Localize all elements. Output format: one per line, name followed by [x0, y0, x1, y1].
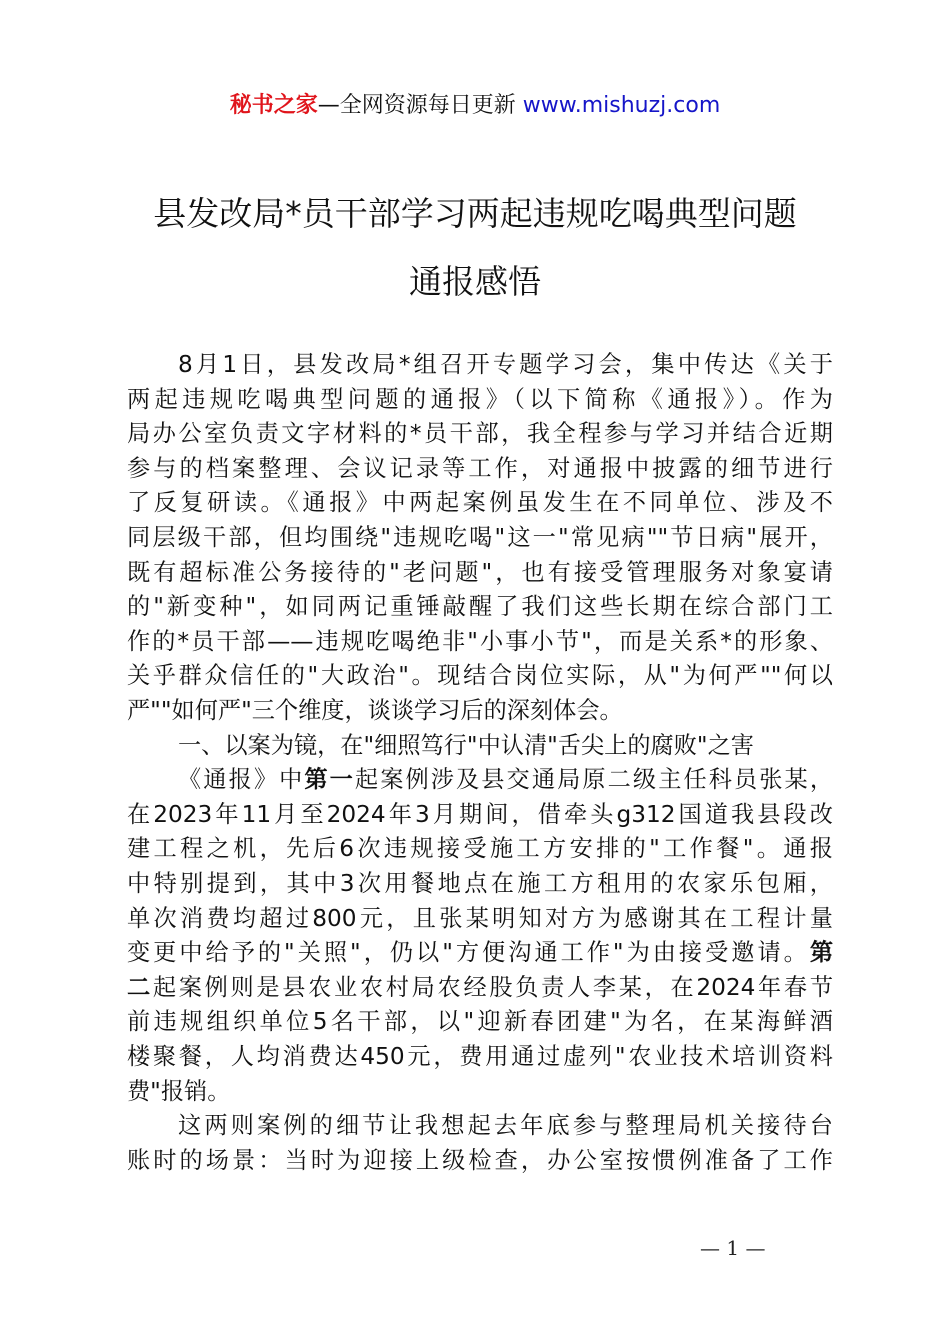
paragraph-line	[127, 627, 833, 657]
paragraph-line	[127, 1077, 833, 1107]
paragraph-line	[178, 765, 833, 795]
paragraph-line	[127, 385, 833, 415]
paragraph-line	[127, 661, 833, 691]
paragraph-line	[178, 1111, 833, 1141]
bold-text: 第	[809, 939, 833, 967]
bold-text: 二	[127, 973, 153, 1001]
text-run: 关乎群众信任的"大政治"。现结合岗位实际，从"为何严""何以	[127, 662, 833, 690]
paragraph-line	[127, 592, 833, 622]
document-title-line-2: 通报感悟	[409, 262, 541, 301]
text-run: 建工程之机，先后6次违规接受施工方安排的"工作餐"。通报	[127, 835, 833, 863]
text-run: 参与的档案整理、会议记录等工作，对通报中披露的细节进行	[127, 454, 833, 482]
text-run: 局办公室负责文字材料的*员干部，我全程参与学习并结合近期	[127, 420, 833, 448]
text-run: 这两则案例的细节让我想起去年底参与整理局机关接待台	[178, 1112, 833, 1140]
paragraph-line	[127, 938, 833, 968]
text-run: 《通报》中	[178, 766, 305, 794]
text-run: 的"新变种"，如同两记重锤敲醒了我们这些长期在综合部门工	[127, 593, 833, 621]
text-run: 一、以案为镜，在"细照笃行"中认清"舌尖上的腐败"之害	[178, 731, 754, 759]
paragraph-line	[127, 904, 833, 934]
brand-name: 秘书之家	[229, 93, 318, 118]
text-run: 中特别提到，其中3次用餐地点在施工方租用的农家乐包厢，	[127, 870, 833, 897]
text-run: 作的*员干部——违规吃喝绝非"小事小节"，而是关系*的形象、	[127, 627, 833, 655]
text-run: 严""如何严"三个维度，谈谈学习后的深刻体会。	[127, 697, 623, 724]
paragraph-line	[127, 558, 833, 588]
text-run: 单次消费均超过800元，且张某明知对方为感谢其在工程计量	[127, 904, 833, 932]
paragraph-line	[127, 696, 833, 726]
page-number: — 1 —	[700, 1236, 766, 1260]
text-run: 同层级干部，但均围绕"违规吃喝"这一"常见病""节日病"展开，	[127, 524, 833, 551]
paragraph-line	[178, 350, 833, 380]
text-run: 8月1日，县发改局*组召开专题学习会，集中传达《关于	[178, 351, 833, 378]
paragraph-line	[127, 523, 833, 553]
paragraph-line	[127, 973, 833, 1003]
paragraph-line	[127, 1007, 833, 1037]
paragraph-line	[127, 1146, 833, 1176]
text-run: 楼聚餐，人均消费达450元，费用通过虚列"农业技术培训资料	[127, 1043, 833, 1070]
paragraph-line	[127, 454, 833, 484]
header-tagline: —全网资源每日更新	[317, 93, 523, 118]
site-link[interactable]: www.mishuzj.com	[522, 93, 721, 118]
paragraph-line	[127, 800, 833, 830]
text-run: 既有超标准公务接待的"老问题"，也有接受管理服务对象宴请	[127, 558, 833, 586]
paragraph-line	[127, 834, 833, 864]
section-heading	[178, 731, 833, 761]
text-run: 前违规组织单位5名干部，以"迎新春团建"为名，在某海鲜酒	[127, 1008, 833, 1036]
text-run: 变更中给予的"关照"，仍以"方便沟通工作"为由接受邀请。	[127, 939, 810, 967]
document-title-line-1: 县发改局*员干部学习两起违规吃喝典型问题	[153, 194, 797, 233]
paragraph-line	[127, 1042, 833, 1072]
text-run: 在2023年11月至2024年3月期间，借牵头g312国道我县段改	[127, 800, 833, 828]
paragraph-line	[127, 488, 833, 518]
paragraph-line	[127, 419, 833, 449]
paragraph-line	[127, 869, 833, 899]
watermark-header	[0, 88, 950, 119]
text-run: 起案例涉及县交通局原二级主任科员张某，	[354, 766, 834, 794]
bold-text: 第一	[304, 766, 355, 794]
text-run: 了反复研读。《通报》中两起案例虽发生在不同单位、涉及不	[127, 489, 833, 517]
text-run: 两起违规吃喝典型问题的通报》（以下简称《通报》）。作为	[127, 385, 833, 413]
text-run: 费"报销。	[127, 1077, 231, 1105]
text-run: 起案例则是县农业农村局农经股负责人李某，在2024年春节	[152, 973, 834, 1001]
text-run: 账时的场景：当时为迎接上级检查，办公室按惯例准备了工作	[127, 1146, 833, 1174]
